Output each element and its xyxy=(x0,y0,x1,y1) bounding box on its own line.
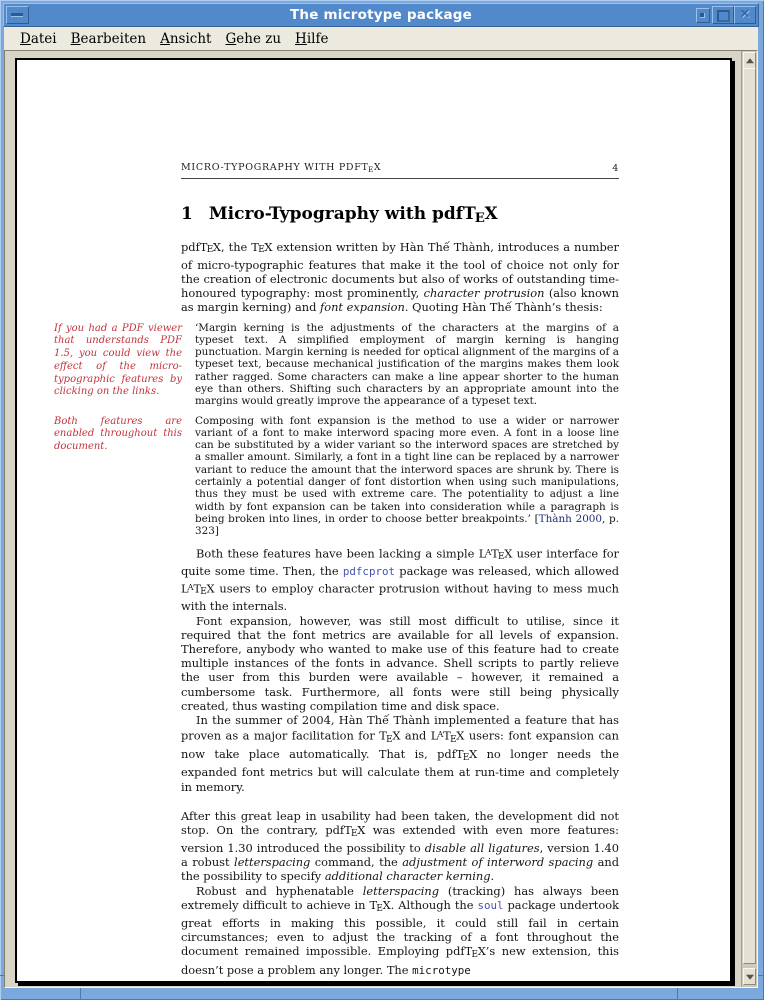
package-link[interactable]: pdfcprot xyxy=(342,565,396,579)
text-run: Font expansion, however, was still most difficult to utilise, since it required that the font metrics are available for all levels of expansion. Therefore, anybody who wanted to make use of this feature had to create multiple instances of the fonts in advance. Shell scripts to partly relieve the user from this burden were available – however, it remained a cumbersome task. Furthermore, all fonts were still being physically created, thus wasting compilation time and disk space. xyxy=(181,613,619,713)
menu-item-hilfe[interactable] xyxy=(288,30,335,48)
text-run: character protrusion xyxy=(423,286,545,301)
scroll-down-button[interactable] xyxy=(743,968,756,985)
text-run: nsicht xyxy=(169,30,212,47)
text-run: disable all ligatures xyxy=(424,841,540,856)
text-run: L xyxy=(181,581,189,596)
section-heading xyxy=(181,204,619,226)
text-run: E xyxy=(462,753,470,764)
resize-grip[interactable] xyxy=(758,975,764,976)
text-run: T xyxy=(443,729,451,743)
text-run: earbeiten xyxy=(80,30,147,47)
text-run: E xyxy=(471,950,478,961)
page-content xyxy=(17,60,730,981)
maximize-icon xyxy=(717,10,730,22)
text-run: , p. 323] xyxy=(195,512,619,538)
close-button[interactable]: ✕ xyxy=(734,6,756,24)
block-quote xyxy=(54,321,619,408)
text-run: E xyxy=(450,734,457,745)
text-run: X and xyxy=(392,729,431,743)
minimize-button[interactable] xyxy=(696,8,710,23)
text-run: pdfT xyxy=(181,239,208,254)
text-run: E xyxy=(351,828,358,839)
text-run: ‘Margin kerning is the adjustments of the characters at the margins of a typeset text. A simplified employment of margin kerning is hanging punctuation. Margin kerning is needed for optical alignment of the margins of a typeset text, because mechanical justification of the margins makes them look rather ragged. Some characters can make a line appear shorter to the human eye than others. Shifting such characters by an appropriate amount into the margins would greatly improve the appearance of a typeset text. xyxy=(195,321,619,408)
resize-grip[interactable] xyxy=(80,988,81,1000)
text-run: users: font expansion can now take place automatically. That is, pdfT xyxy=(181,729,619,762)
text-run: additional character kerning xyxy=(324,869,491,884)
citation-link[interactable]: Thành 2000 xyxy=(538,512,603,525)
text-run: user interface for quite some time. Then, the xyxy=(181,546,619,579)
menubar xyxy=(4,27,758,51)
text-run: A xyxy=(437,729,444,740)
text-run: X xyxy=(456,729,465,743)
package-link[interactable]: soul xyxy=(477,898,504,912)
text-run: microtype xyxy=(412,963,471,977)
text-run: Composing with font expansion is the method to use a wider or narrower variant of a font to make interword spacing more even. A font in a loose line can be substituted by a wider variant so the interword spaces are stretched by a smaller amount. Similarly, a font in a tight line can be replaced by a narrower variant to reduce the amount that the interword spaces are shrunk by. There is certainly a potential danger of font distortion when using such manipulations, thus they must be used with extreme care. The potentiality to adjust a line width by font expansion can be taken into consideration while a paragraph is being broken into lines, in order to choose better breakpoints.’ [ xyxy=(195,414,619,525)
text-run: MICRO-TYPOGRAPHY WITH PDFT xyxy=(181,162,369,173)
block-quote xyxy=(54,414,619,538)
text-run: X xyxy=(206,581,215,596)
text-run: E xyxy=(258,245,265,256)
document-page xyxy=(15,58,732,983)
text-run: (tracking) has always been extremely difficult to achieve in T xyxy=(181,883,619,912)
text-run: A xyxy=(160,30,170,47)
menu-item-datei[interactable] xyxy=(13,30,64,48)
menu-item-ansicht[interactable] xyxy=(153,30,218,48)
page-body xyxy=(54,239,620,978)
text-run: atei xyxy=(30,30,57,47)
scrollbar-thumb[interactable] xyxy=(743,68,756,964)
text-run: letterspacing xyxy=(234,855,311,870)
section-number: 1 xyxy=(181,203,193,224)
text-run: E xyxy=(206,245,214,256)
margin-note: Both features are enabled throughout this document. xyxy=(54,415,182,453)
text-run: T xyxy=(193,581,201,596)
text-run: . Quoting Hàn Thế Thành’s thesis: xyxy=(404,300,603,315)
text-run: X extension written by Hàn Thế Thành, introduces a number of micro-typographic features that make it the tool of choice not only for the creation of electronic documents but also of works of outstanding time-honoured typography: most prominently, xyxy=(181,239,619,301)
text-run: X xyxy=(373,162,382,173)
arrow-up-icon xyxy=(746,58,754,63)
vertical-scrollbar[interactable] xyxy=(741,51,757,987)
resize-grip[interactable] xyxy=(677,988,678,1000)
paragraph xyxy=(181,545,619,614)
text-run: (also known as margin kerning) and xyxy=(181,286,619,315)
text-run: After this great leap in usability had been taken, the development did not stop. On the contrary, pdfT xyxy=(181,808,619,837)
text-run: letterspacing xyxy=(362,883,440,898)
text-run: ilfe xyxy=(306,30,329,47)
text-run: users to employ character protrusion without having to mess much with the internals. xyxy=(181,581,619,614)
page-number: 4 xyxy=(612,162,619,174)
minimize-icon xyxy=(700,13,705,18)
paragraph xyxy=(181,809,619,884)
text-run: X xyxy=(504,546,513,561)
text-run: font expansion xyxy=(320,300,405,315)
document-viewport[interactable] xyxy=(4,50,758,988)
text-run: L xyxy=(478,546,487,561)
text-run: L xyxy=(430,729,439,743)
text-run: A xyxy=(187,581,194,592)
text-run: A xyxy=(485,546,492,557)
text-run: E xyxy=(474,210,485,226)
text-run: X, the T xyxy=(212,239,259,254)
margin-note: If you had a PDF viewer that understands PDF 1.5, you could view the effect of the micro-typographic features by clicking on the links. xyxy=(54,322,182,398)
text-run: , version 1.40 a robust xyxy=(181,841,619,870)
text-run: G xyxy=(225,30,237,47)
text-run: package undertook great efforts in making this possible, it could still fail in certain circumstances; even to adjust the tracking of a font throughout the document remained impossible. Employing pdfT xyxy=(181,897,620,959)
text-run: X xyxy=(484,203,498,224)
text-run: E xyxy=(386,734,393,745)
text-run: E xyxy=(497,552,505,563)
scroll-up-button[interactable] xyxy=(743,52,756,69)
text-run: E xyxy=(200,587,207,598)
text-run: T xyxy=(491,546,499,561)
text-run: . xyxy=(490,869,495,884)
window-title: The microtype package xyxy=(290,7,472,23)
text-run: ehe zu xyxy=(236,30,282,47)
text-run: X. Although the xyxy=(382,897,478,912)
menu-item-gehe-zu[interactable] xyxy=(218,30,288,48)
paragraph xyxy=(181,884,619,978)
text-run: Both these features have been lacking a simple xyxy=(196,546,479,561)
running-header xyxy=(181,162,619,179)
text-run: E xyxy=(376,903,383,914)
section-title xyxy=(209,204,498,224)
text-run: Robust and hyphenatable xyxy=(196,883,363,898)
running-header-title xyxy=(181,162,381,174)
resize-grip[interactable] xyxy=(0,975,4,976)
menu-item-bearbeiten[interactable] xyxy=(64,30,153,48)
text-run: X no longer needs the expanded font metrics but will calculate them at run-time and completely in memory. xyxy=(181,747,619,794)
text-run: and the possibility to specify xyxy=(181,855,620,884)
text-run: adjustment of interword spacing xyxy=(402,855,594,870)
titlebar[interactable] xyxy=(3,3,759,27)
text-run: X was extended with even more features: version 1.30 introduced the possibility to xyxy=(181,822,619,856)
text-run: package was released, which allowed xyxy=(395,564,619,579)
text-run: Micro-Typography with pdfT xyxy=(208,203,476,224)
text-run: X’s new extension, this doesn’t pose a problem any longer. The xyxy=(181,944,620,977)
paragraph xyxy=(181,713,619,794)
maximize-button[interactable] xyxy=(712,6,734,24)
text-run: E xyxy=(367,164,375,174)
paragraph xyxy=(181,240,619,315)
paragraph xyxy=(181,614,619,713)
arrow-down-icon xyxy=(746,974,754,979)
text-run: command, the xyxy=(310,855,403,870)
text-run: B xyxy=(70,30,81,47)
text-run: H xyxy=(295,30,307,47)
text-run: D xyxy=(20,30,31,47)
text-run: In the summer of 2004, Hàn Thế Thành implemented a feature that has proven as a major facilitation for T xyxy=(181,713,619,743)
